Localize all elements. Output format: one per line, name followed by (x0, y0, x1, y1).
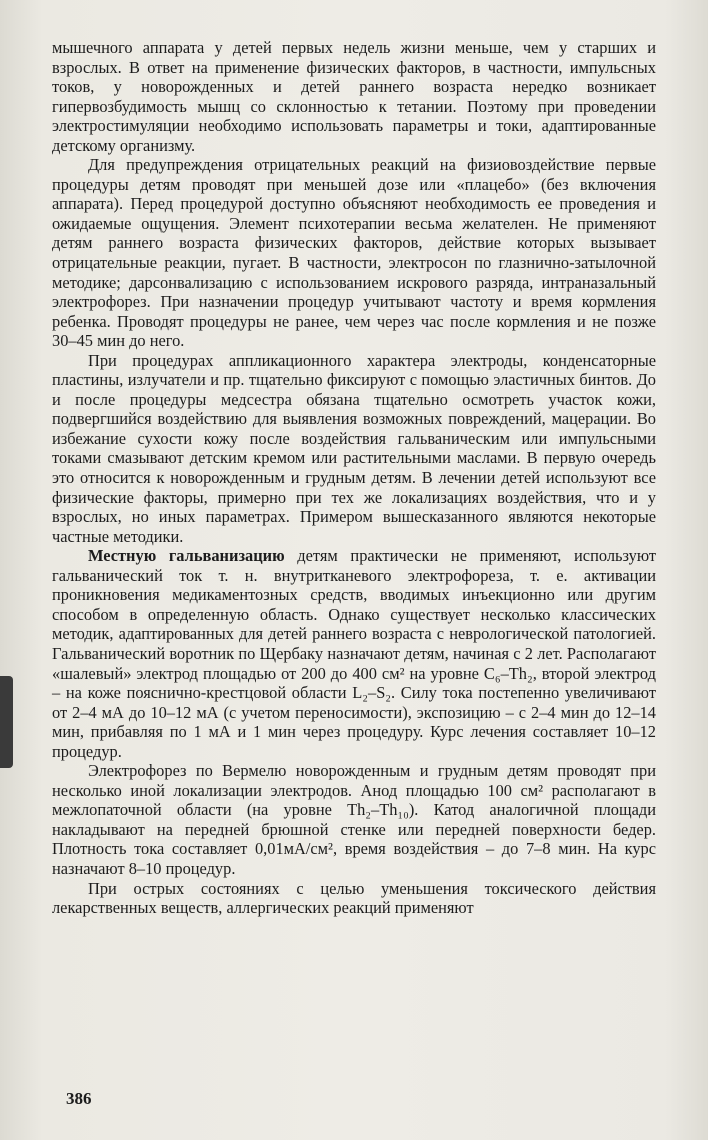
binding-clip-mark (0, 676, 13, 768)
paragraph-2: Для предупреждения отрицательных реакций на физиовоздействие первые процедуры детям проводят при меньшей дозе или «плацебо» (без включения аппарата). Перед процедурой доступно объясняют необходимость ее проведения и ожидаемые ощущения. Элемент психотерапии весьма желателен. Не применяют детям раннего возраста физических факторов, действие которых вызывает отрицательные реакции, пугает. В частности, электросон по глазнично-затылочной методике; дарсонвализацию с использованием искрового разряда, интраназальный электрофорез. При назначении процедур учитывают частоту и время кормления ребенка. Проводят процедуры не ранее, чем через час после кормления и не позже 30–45 мин до него. (52, 155, 656, 351)
term-local-galvanization: Местную гальванизацию (88, 546, 285, 566)
paragraph-3: При процедурах аппликационного характера электроды, конденсаторные пластины, излучатели и пр. тщательно фиксируют с помощью эластичных бинтов. До и после процедуры медсестра обязана тщательно осмотреть участок кожи, подвергшийся воздействию для выявления возможных повреждений, мацерации. Во избежание сухости кожу после воздействия гальваническим или импульсными токами смазывают детским кремом или растительными маслами. В первую очередь это относится к новорожденным и грудным детям. В лечении детей используют все физические факторы, примерно при тех же локализациях воздействия, что и у взрослых, но иных параметрах. Примером вышесказанного являются некоторые частные методики. (52, 350, 656, 546)
paragraph-6: При острых состояниях с целью уменьшения токсического действия лекарственных веществ, аллергических реакций применяют (52, 878, 656, 918)
paragraph-1: мышечного аппарата у детей первых недель жизни меньше, чем у старших и взрослых. В ответ на применение физических факторов, в частности, импульсных токов, у новорожденных и детей раннего возраста нередко возникает гипервозбудимость мышц со склонностью к тетании. Поэтому при проведении электростимуляции необходимо использовать параметры и токи, адаптированные детскому организму. (52, 38, 656, 155)
paragraph-5: Электрофорез по Вермелю новорожденным и грудным детям проводят при несколько иной локализации электродов. Анод площадью 100 см² располагают в межлопаточной области (на уровне Th₂–Th₁₀). Катод аналогичной площади накладывают на передней брюшной стенке или передней поверхности бедер. Плотность тока составляет 0,01мА/см², время воздействия – до 7–8 мин. На курс назначают 8–10 процедур. (52, 761, 656, 878)
page-number: 386 (66, 1089, 92, 1108)
paragraph-4: Местную гальванизацию детям практически не применяют, используют гальванический ток т. н. внутритканевого электрофореза, т. е. активации проникновения медикаментозных средств, вводимых инъекционно или другим способом в определенную область. Однако существует несколько классических методик, адаптированных для детей раннего возраста с неврологической патологией. Гальванический воротник по Щербаку назначают детям, начиная с 2 лет. Располагают «шалевый» электрод площадью от 200 до 400 см² на уровне C₆–Th₂, второй электрод – на коже пояснично-крестцовой области L₂–S₂. Силу тока постепенно увеличивают от 2–4 мА до 10–12 мА (с учетом переносимости), экспозицию – с 2–4 мин до 12–14 мин, прибавляя по 1 мА и 1 мин через процедуру. Курс лечения составляет 10–12 процедур. (52, 546, 657, 761)
body-text (52, 38, 656, 918)
